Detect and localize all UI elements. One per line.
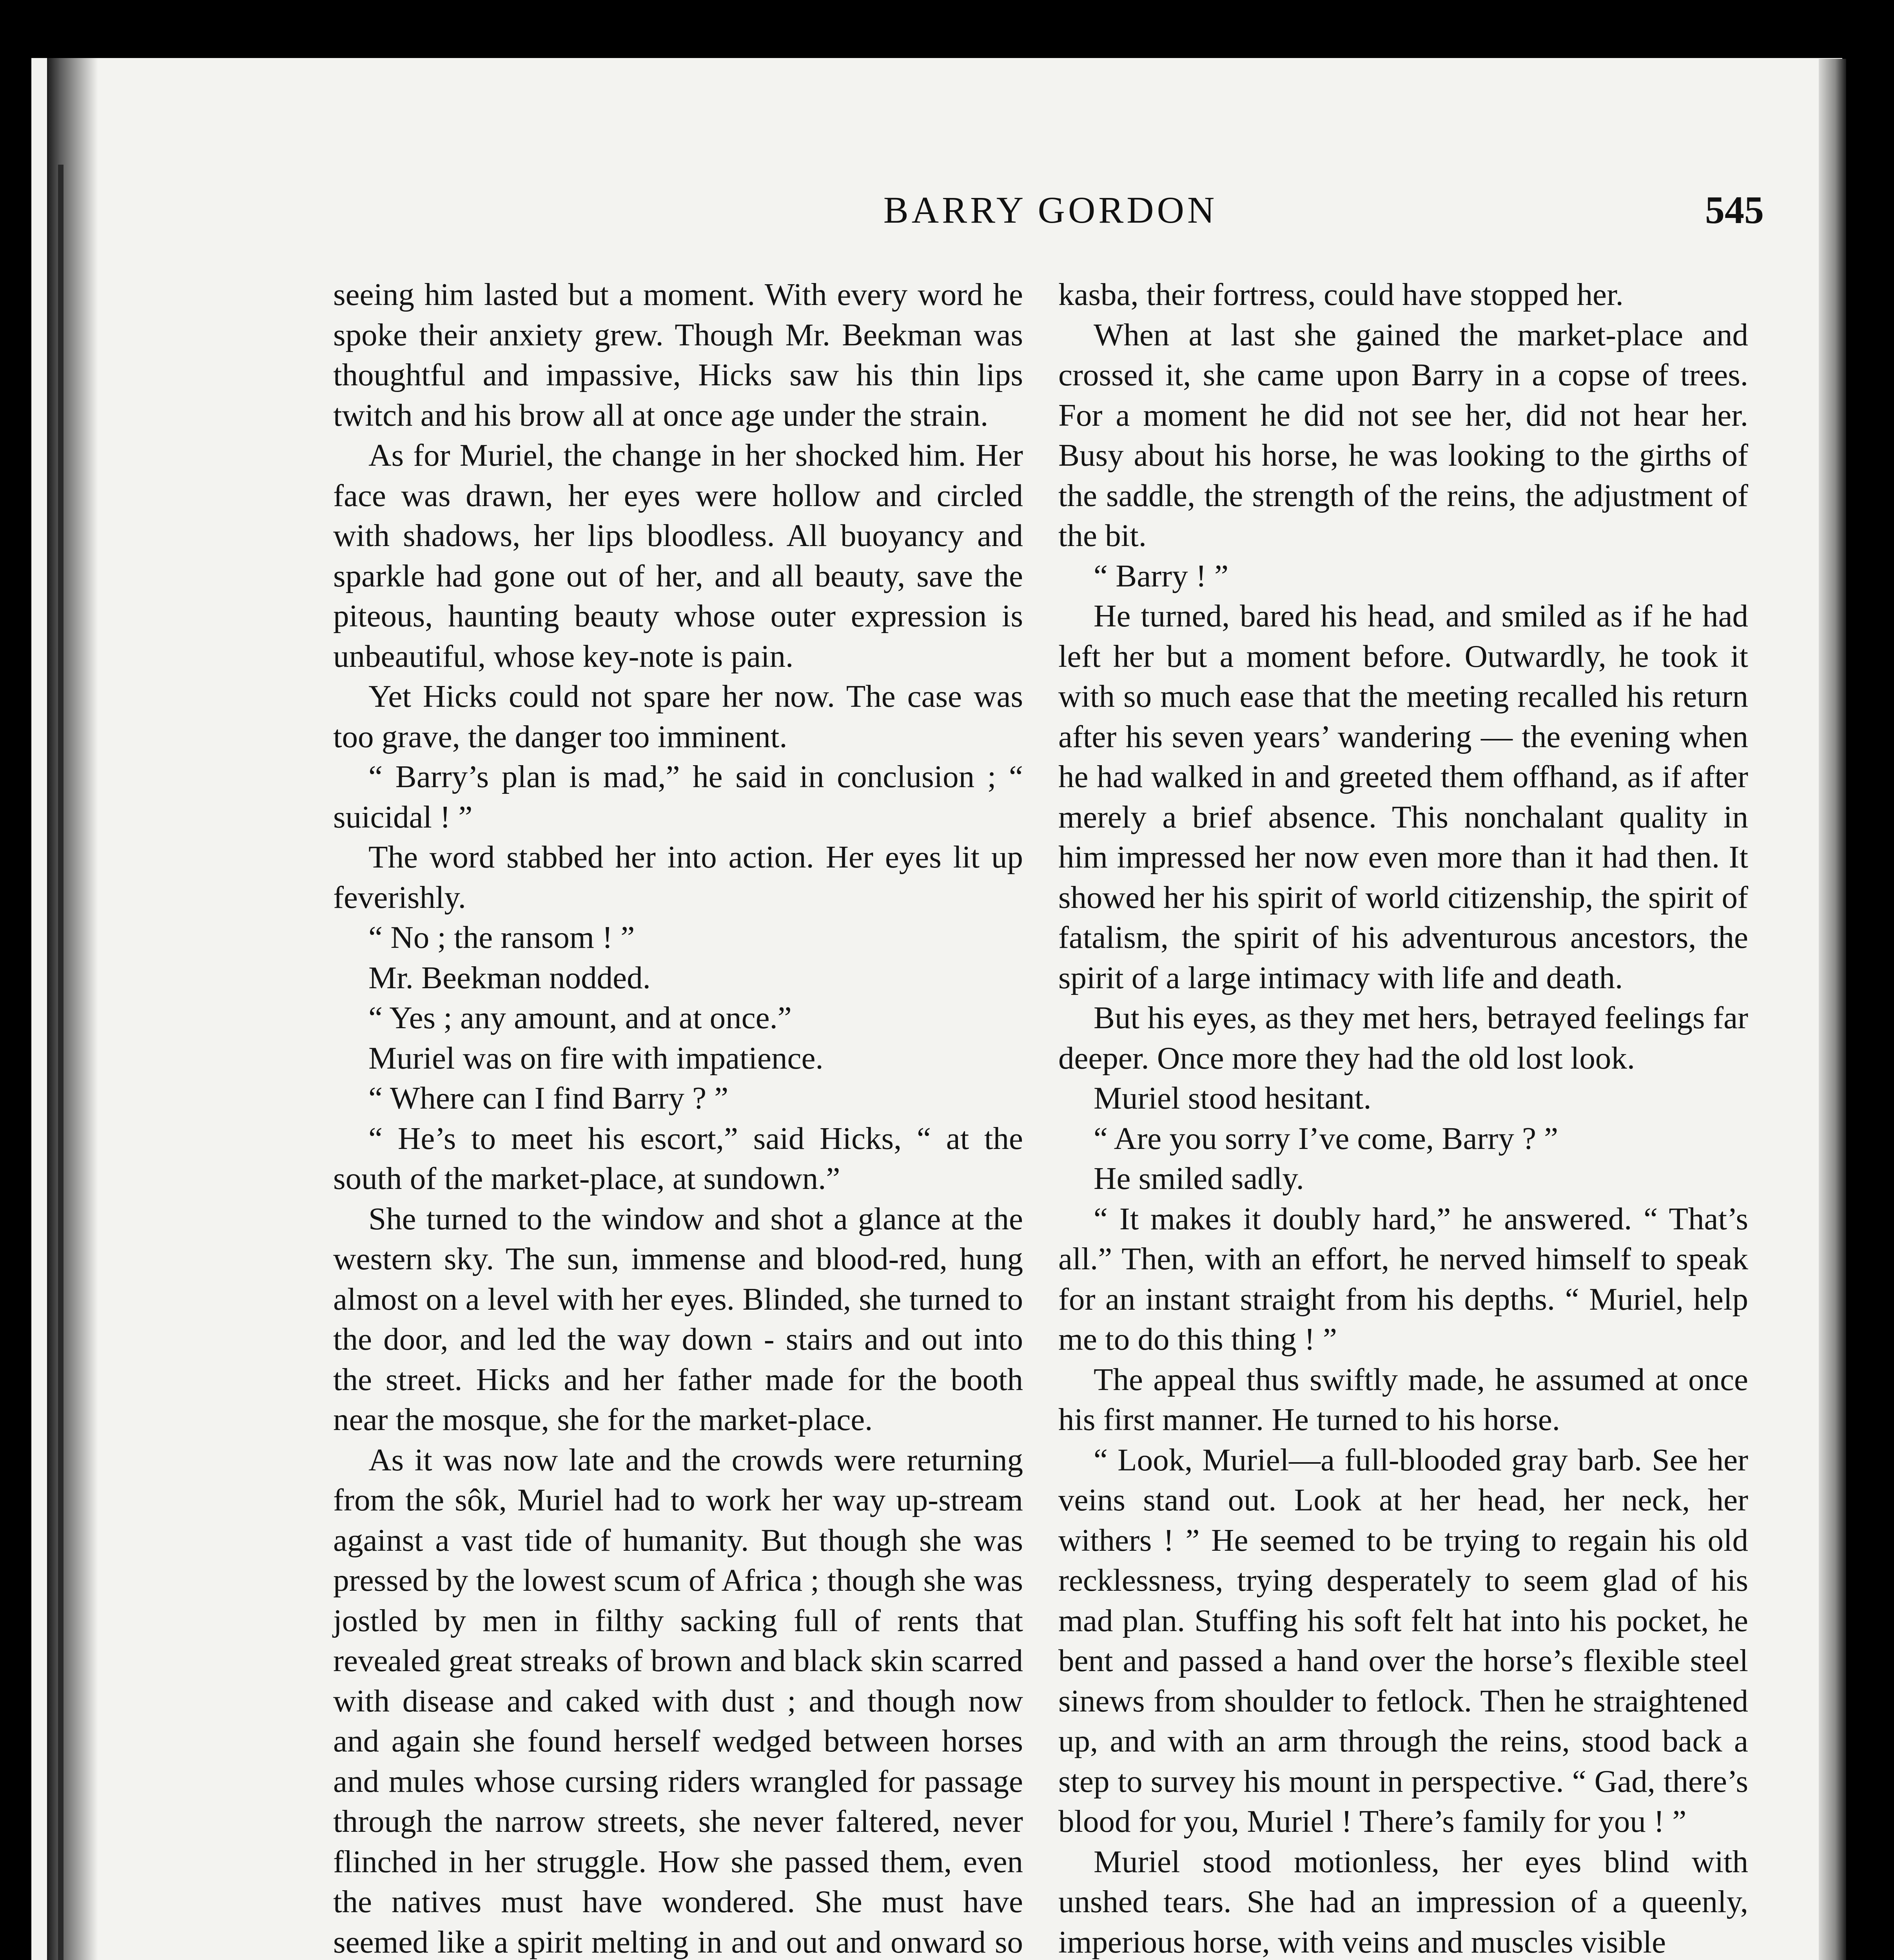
paragraph: “ No ; the ransom ! ” <box>368 920 635 955</box>
paragraph: “ It makes it doubly hard,” he answered. “ That’s all.” Then, with an effort, he nerved himself to speak for an instant straight from his depths. “ Muriel, help me to do this thing ! ” <box>1058 1201 1748 1357</box>
paragraph: The appeal thus swiftly made, he assumed at once his first manner. He turned to his horse. <box>1058 1361 1748 1437</box>
paragraph: Yet Hicks could not spare her now. The case was too grave, the danger too imminent. <box>333 679 1023 754</box>
paragraph: “ Are you sorry I’ve come, Barry ? ” <box>1094 1120 1558 1156</box>
page-edge-shadow <box>1819 59 1846 1960</box>
paragraph: He turned, bared his head, and smiled as if he had left her but a moment before. Outwardly, he took it with so much ease that the meeting recalled his return after his seven years’ wandering — the evening when he had walked in and greeted them offhand, as if after merely a brief absence. This nonchalant quality in him impressed her now even more than it had then. It showed her his spirit of world citizenship, the spirit of fatalism, the spirit of his adventurous ancestors, the spirit of a large intimacy with life and death. <box>1058 598 1748 995</box>
paragraph: As it was now late and the crowds were returning from the sôk, Muriel had to work her way up-stream against a vast tide of humanity. But though she was pressed by the lowest scum of Africa ; though she was jostled by men in filthy sacking full of rents that revealed great streaks of brown and black skin scarred with disease and caked with dust ; and though now and again she found herself wedged between horses and mules whose cursing riders wrangled for passage through the narrow streets, she never faltered, never flinched in her struggle. How she passed them, even the natives must have wondered. She must have seemed like a spirit melting in and out and onward so <box>333 1442 1023 1960</box>
paragraph: She turned to the window and shot a glance at the western sky. The sun, immense and blood-red, hung almost on a level with her eyes. Blinded, she turned to the door, and led the way down - stairs and out into the street. Hicks and her father made for the booth near the mosque, she for the market-place. <box>333 1201 1023 1437</box>
paragraph: Mr. Beekman nodded. <box>368 960 651 995</box>
paragraph: “ Where can I find Barry ? ” <box>368 1080 729 1116</box>
paragraph: As for Muriel, the change in her shocked him. Her face was drawn, her eyes were hollow and circled with shadows, her lips bloodless. All buoyancy and sparkle had gone out of her, and all beauty, save the piteous, haunting beauty whose outer expression is unbeautiful, whose key-note is pain. <box>333 437 1023 674</box>
paragraph: “ Barry ! ” <box>1094 558 1229 593</box>
paragraph: Muriel was on fire with impatience. <box>368 1040 824 1076</box>
left-text-column <box>333 274 1023 1960</box>
right-text-column <box>1058 274 1748 1960</box>
paragraph: He smiled sadly. <box>1094 1161 1304 1196</box>
binding-shadow <box>47 58 98 1960</box>
page-number: 545 <box>1705 188 1764 232</box>
paragraph: “ Look, Muriel—a full-blooded gray barb. See her veins stand out. Look at her head, her neck, her withers ! ” He seemed to be trying to regain his old recklessness, trying desperately to seem glad of his mad plan. Stuffing his soft felt hat into his pocket, he bent and passed a hand over the horse’s flexible steel sinews from shoulder to fetlock. Then he straightened up, and with an arm through the reins, stood back a step to survey his mount in perspective. “ Gad, there’s blood for you, Muriel ! There’s family for you ! ” <box>1058 1442 1748 1839</box>
paragraph: “ Yes ; any amount, and at once.” <box>368 1000 792 1035</box>
paragraph: kasba, their fortress, could have stopped her. <box>1058 277 1624 312</box>
paragraph: Muriel stood hesitant. <box>1094 1080 1372 1116</box>
paragraph: seeing him lasted but a moment. With every word he spoke their anxiety grew. Though Mr. Beekman was thoughtful and impassive, Hicks saw his thin lips twitch and his brow all at once age under the strain. <box>333 277 1023 433</box>
binding-edge <box>58 165 63 1960</box>
running-title: BARRY GORDON <box>883 189 1218 231</box>
paragraph: “ He’s to meet his escort,” said Hicks, “ at the south of the market-place, at sundown.” <box>333 1120 1023 1196</box>
paragraph: When at last she gained the market-place and crossed it, she came upon Barry in a copse of trees. For a moment he did not see her, did not hear her. Busy about his horse, he was looking to the girths of the saddle, the strength of the reins, the adjustment of the bit. <box>1058 317 1748 553</box>
paragraph: “ Barry’s plan is mad,” he said in conclusion ; “ suicidal ! ” <box>333 759 1023 835</box>
paragraph: Muriel stood motionless, her eyes blind with unshed tears. She had an impression of a queenly, imperious horse, with veins and muscles visible <box>1058 1844 1748 1960</box>
paragraph: But his eyes, as they met hers, betrayed feelings far deeper. Once more they had the old lost look. <box>1058 1000 1748 1076</box>
paragraph: The word stabbed her into action. Her eyes lit up feverishly. <box>333 839 1023 915</box>
